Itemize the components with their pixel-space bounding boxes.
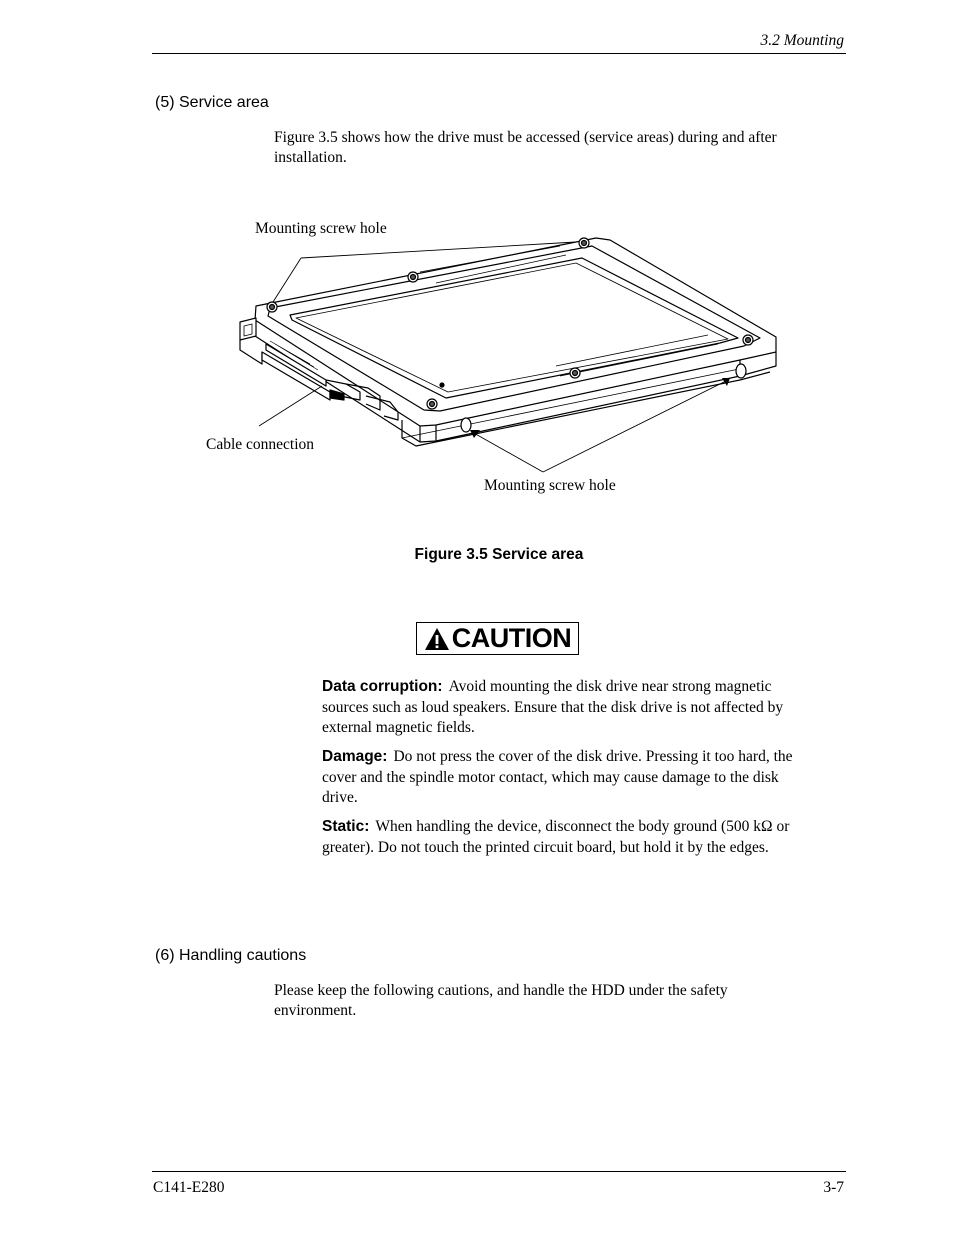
caution-item-lead: Data corruption: (322, 678, 443, 695)
warning-triangle-icon (424, 627, 450, 651)
figure-caption: Figure 3.5 Service area (414, 546, 584, 563)
caution-item-text: Do not press the cover of the disk drive. Pressing it too hard, the cover and the spindle motor contact, which may cause damage to the disk drive. (322, 748, 793, 806)
footer-rule (152, 1171, 846, 1172)
caution-item-static (322, 817, 800, 858)
caution-item-lead: Damage: (322, 748, 388, 765)
label-cable-connection: Cable connection (206, 436, 315, 453)
caution-item-damage (322, 747, 800, 809)
section-5-heading: (5) Service area (155, 94, 269, 111)
label-mounting-screw-hole-bottom: Mounting screw hole (484, 477, 616, 494)
caution-item-lead: Static: (322, 818, 370, 835)
caution-item-text: When handling the device, disconnect the body ground (500 kΩ or greater). Do not touch the printed circuit board, but hold it by the edges. (322, 818, 790, 856)
section-6-paragraph: Please keep the following cautions, and handle the HDD under the safety environment. (274, 982, 728, 1019)
running-header-title: 3.2 Mounting (760, 32, 844, 49)
caution-title: CAUTION (451, 623, 572, 653)
caution-item-data-corruption (322, 677, 800, 739)
hdd-drawing (0, 0, 954, 540)
section-5-paragraph: Figure 3.5 shows how the drive must be accessed (service areas) during and after installation. (274, 129, 777, 166)
footer-page-number: 3-7 (823, 1179, 844, 1196)
footer-doc-id: C141-E280 (153, 1179, 225, 1196)
section-6-heading: (6) Handling cautions (155, 947, 307, 964)
label-mounting-screw-hole-top: Mounting screw hole (255, 220, 387, 237)
service-area-figure (0, 0, 954, 540)
caution-banner (416, 622, 579, 655)
caution-item-text: Avoid mounting the disk drive near strong magnetic sources such as loud speakers. Ensure that the disk drive is not affected by external magnetic fields. (322, 678, 784, 736)
